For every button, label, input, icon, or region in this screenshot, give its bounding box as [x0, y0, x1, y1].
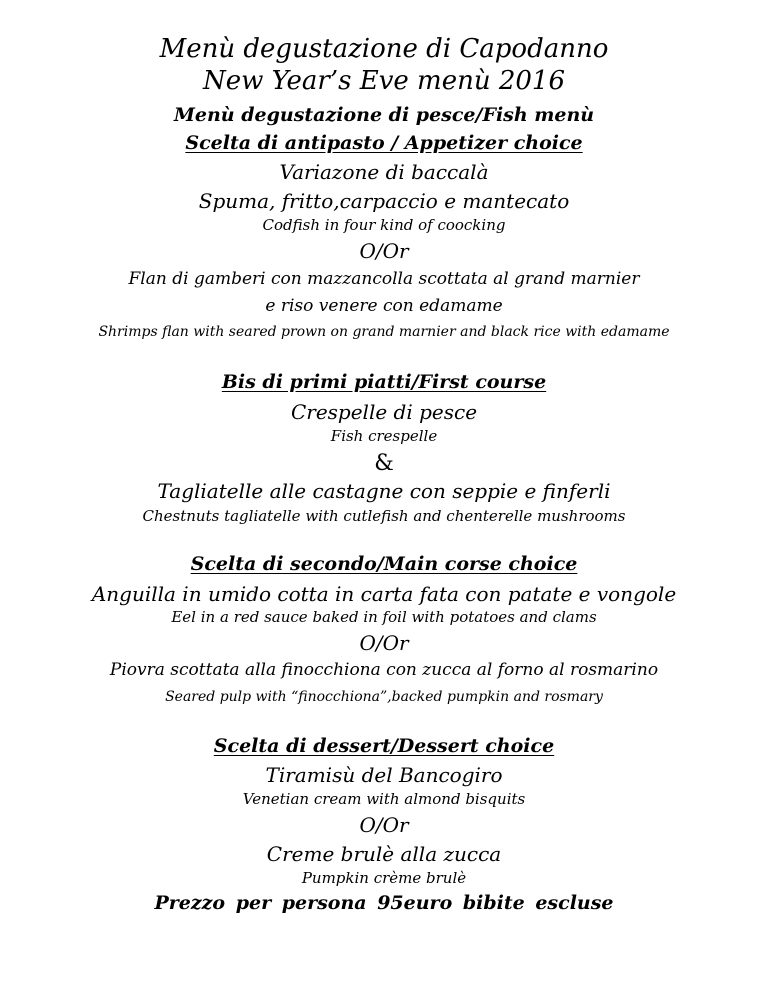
first-course-dish2: Tagliatelle alle castagne con seppie e finferli [157, 479, 611, 503]
main-course-heading: Scelta di secondo/Main corse choice [190, 553, 578, 575]
first-course-heading: Bis di primi piatti/First course [221, 371, 547, 393]
appetizer-dish1-line1: Variazone di baccalà [279, 160, 489, 184]
main-course-dish1: Anguilla in umido cotta in carta fata con patate e vongole [91, 582, 677, 606]
dessert-dish2: Creme brulè alla zucca [266, 842, 502, 866]
dessert-dish1-translation: Venetian cream with almond bisquits [242, 790, 526, 808]
appetizer-dish2-line2: e riso venere con edamame [265, 296, 503, 316]
main-course-or-separator: O/Or [359, 631, 409, 655]
appetizer-dish1-translation: Codfish in four kind of coocking [262, 216, 506, 234]
dessert-dish2-translation: Pumpkin crème brulè [301, 869, 467, 887]
main-course-dish1-translation: Eel in a red sauce baked in foil with potatoes and clams [171, 608, 597, 626]
dessert-or-separator: O/Or [359, 813, 409, 837]
appetizer-or-separator: O/Or [359, 239, 409, 263]
menu-title-english: New Year’s Eve menù 2016 [202, 66, 566, 96]
menu-subtitle: Menù degustazione di pesce/Fish menù [173, 104, 595, 126]
main-course-dish2-translation: Seared pulp with “finocchiona”,backed pumpkin and rosmary [165, 689, 603, 705]
appetizer-dish2-translation: Shrimps flan with seared prown on grand marnier and black rice with edamame [98, 324, 670, 340]
first-course-dish1: Crespelle di pesce [290, 400, 478, 424]
dessert-heading: Scelta di dessert/Dessert choice [213, 735, 555, 757]
appetizer-heading: Scelta di antipasto / Appetizer choice [185, 132, 583, 154]
dessert-dish1: Tiramisù del Bancogiro [265, 763, 503, 787]
menu-title-italian: Menù degustazione di Capodanno [159, 34, 609, 64]
first-course-dish1-translation: Fish crespelle [330, 427, 438, 445]
price-line: Prezzo per persona 95euro bibite escluse [154, 892, 614, 914]
appetizer-dish1-line2: Spuma, fritto,carpaccio e mantecato [198, 189, 570, 213]
first-course-dish2-translation: Chestnuts tagliatelle with cutlefish and chenterelle mushrooms [142, 507, 626, 525]
appetizer-dish2-line1: Flan di gamberi con mazzancolla scottata al grand marnier [128, 269, 640, 289]
first-course-ampersand: & [374, 451, 394, 476]
main-course-dish2: Piovra scottata alla finocchiona con zucca al forno al rosmarino [109, 660, 659, 680]
